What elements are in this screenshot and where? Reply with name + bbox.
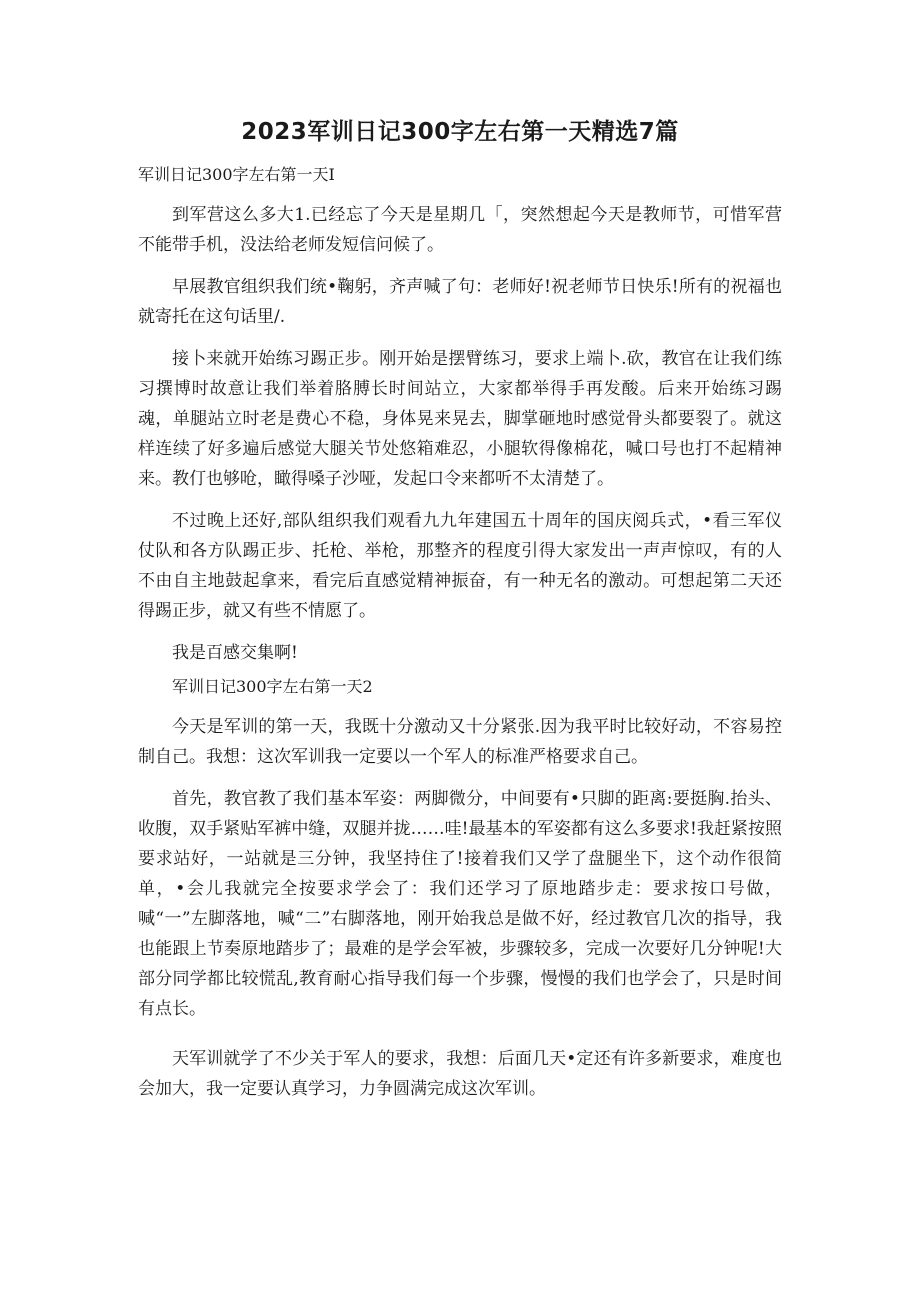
paragraph: 天军训就学了不少关于军人的要求，我想：后面几天•定还有许多新要求，难度也会加大，我一定要认真学习，力争圆满完成这次军训。 [138,1049,782,1099]
section-heading-2: 军训日记300字左右第一天2 [172,677,373,696]
paragraph: 早展教官组织我们统•鞠躬，齐声喊了句：老师好!祝老师节日快乐!所有的祝福也就寄托在这句话里/. [138,277,782,327]
paragraph: 接卜来就开始练习踢正步。刚开始是摆臂练习，要求上端卜.砍，教官在让我们练习撰博时故意让我们举着胳膊长时间站立，大家都举得手再发酸。后来开始练习踢魂，单腿站立时老是费心不稳，身体晃来晃去，脚掌砸地时感觉骨头都要裂了。就这样连续了好多遍后感觉大腿关节处悠箱难忍，小腿软得像棉花，喊口号也打不起精神来。教仃也够呛，瞰得嗓子沙哑，发起口令来都听不太清楚了。 [138,349,782,489]
paragraph: 首先，教官教了我们基本军姿：两脚微分，中间要有•只脚的距离:要挺胸.抬头、收腹，双手紧贴军裤中缝，双腿并拢……哇!最基本的军姿都有这么多要求!我赶紧按照要求站好，一站就是三分钟，我坚持住了!接着我们又学了盘腿坐下，这个动作很简单，•会儿我就完全按要求学会了：我们还学习了原地踏步走：要求按口号做，喊“一”左脚落地，喊“二”右脚落地，刚开始我总是做不好，经过教官几次的指导，我也能跟上节奏原地踏步了；最难的是学会军被，步骤较多，完成一次要好几分钟呢!大部分同学都比较慌乱,教育耐心指导我们每一个步骤，慢慢的我们也学会了，只是时间有点长。 [138,789,782,1019]
document-title: 2023军训日记300字左右第一天精选7篇 [241,119,679,145]
document-body [138,160,782,1116]
paragraph: 今天是军训的第一天，我既十分激动又十分紧张.因为我平时比较好动，不容易控制自己。我想：这次军训我一定要以一个军人的标准严格要求自己。 [138,717,782,767]
paragraph: 不过晚上还好,部队组织我们观看九九年建国五十周年的国庆阅兵式，•看三军仪仗队和各方队踢正步、托枪、举枪，那整齐的程度引得大家发出一声声惊叹，有的人不由自主地鼓起拿来，看完后直感觉精神振奋，有一种无名的激动。可想起第二天还得踢正步，就又有些不情愿了。 [138,511,782,621]
paragraph: 我是百感交集啊! [172,643,298,663]
section-heading-1: 军训日记300字左右第一天I [138,165,335,184]
paragraph: 到军营这么多大1.已经忘了今天是星期几「，突然想起今天是教师节，可惜军营不能带手机，没法给老师发短信问候了。 [138,205,782,255]
